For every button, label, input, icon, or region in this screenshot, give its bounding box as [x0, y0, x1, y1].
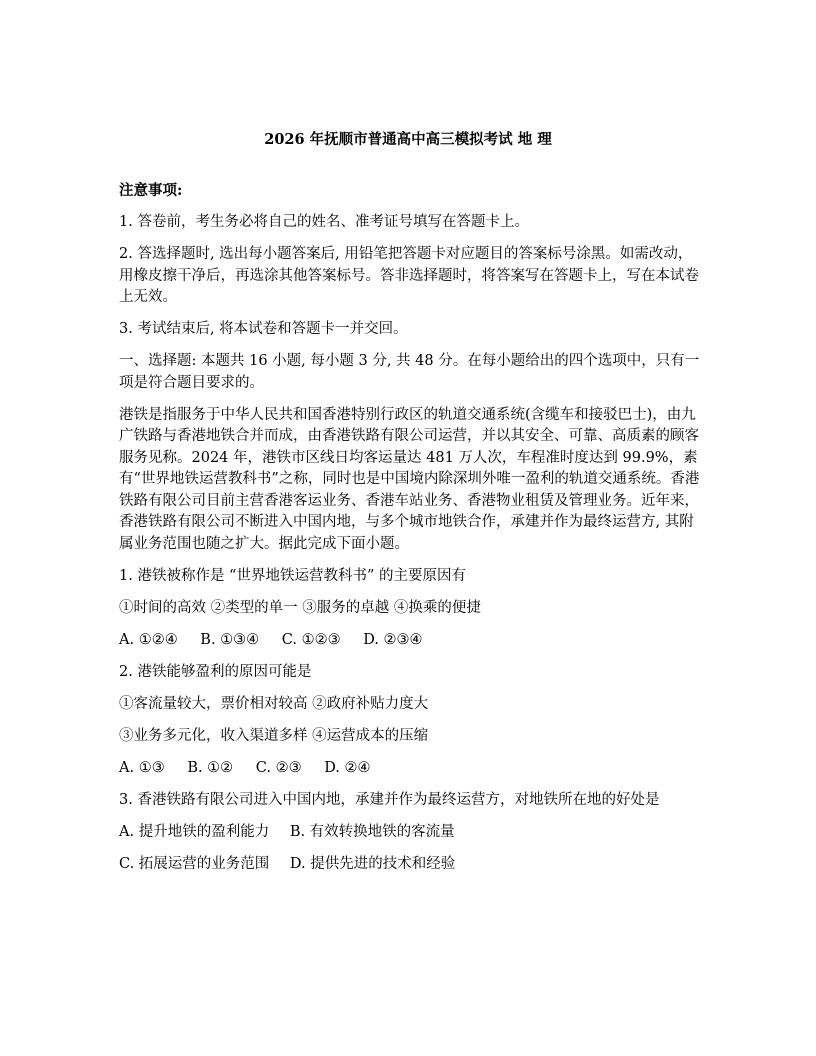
question-options: [119, 630, 701, 652]
option-b: B. ①③④: [200, 631, 260, 648]
option-c: C. ①②③: [281, 631, 341, 648]
question-statements: ③业务多元化，收入渠道多样 ④运营成本的压缩: [119, 727, 429, 744]
option-b: B. ①②: [187, 759, 234, 776]
option-c: C. 拓展运营的业务范围: [119, 855, 270, 872]
reading-passage: 港铁是指服务于中华人民共和国香港特别行政区的轨道交通系统(含缆车和接驳巴士)，由九广铁路与香港地铁合并而成，由香港铁路有限公司运营，并以其安全、可靠、高质素的顾客服务见称。2024 年，港铁市区线日均客运量达 481 万人次，车程准时度达到 99.9%，素有“世界地铁运营教科书”之称，同时也是中国境内除深圳外唯一盈利的轨道交通系统。香港铁路有限公司目前主营香港客运业务、香港车站业务、香港物业租赁及管理业务。近年来，香港铁路有限公司不断进入中国内地，与多个城市地铁合作，承建并作为最终运营方, 其附属业务范围也随之扩大。据此完成下面小题。: [119, 406, 700, 552]
option-c: C. ②③: [255, 759, 302, 776]
option-a: A. ①③: [119, 759, 165, 776]
exam-title: 2026 年抚顺市普通高中高三模拟考试 地 理: [264, 131, 552, 148]
section-intro: 一、选择题: 本题共 16 小题, 每小题 3 分, 共 48 分。在每小题给出的四个选项中，只有一项是符合题目要求的。: [119, 353, 700, 391]
question-options: [119, 758, 701, 780]
option-d: D. ②④: [324, 759, 371, 776]
option-d: D. 提供先进的技术和经验: [289, 855, 456, 872]
exam-content: [119, 180, 701, 886]
question-stem: 2. 港铁能够盈利的原因可能是: [119, 663, 312, 680]
question-stem: 1. 港铁被称作是 “世界地铁运营教科书” 的主要原因有: [119, 567, 466, 584]
notice-heading: 注意事项:: [119, 182, 183, 199]
question-statements: ①客流量较大，票价相对较高 ②政府补贴力度大: [119, 695, 429, 712]
notice-item: 2. 答选择题时, 选出每小题答案后, 用铅笔把答题卡对应题目的答案标号涂黑。如需改动，用橡皮擦干净后，再选涂其他答案标号。答非选择题时，将答案写在答题卡上，写在本试卷上无效。: [119, 246, 699, 305]
notice-item: 1. 答卷前，考生务必将自己的姓名、准考证号填写在答题卡上。: [119, 214, 529, 230]
option-b: B. 有效转换地铁的客流量: [289, 823, 455, 840]
option-a: A. ①②④: [119, 631, 178, 648]
option-d: D. ②③④: [363, 631, 423, 648]
question-options: [119, 854, 701, 876]
notice-item: 3. 考试结束后, 将本试卷和答题卡一并交回。: [119, 321, 408, 337]
question-statements: ①时间的高效 ②类型的单一 ③服务的卓越 ④换乘的便捷: [119, 599, 481, 616]
question-options: [119, 822, 701, 844]
option-a: A. 提升地铁的盈利能力: [119, 823, 270, 840]
question-stem: 3. 香港铁路有限公司进入中国内地，承建并作为最终运营方，对地铁所在地的好处是: [119, 791, 660, 808]
